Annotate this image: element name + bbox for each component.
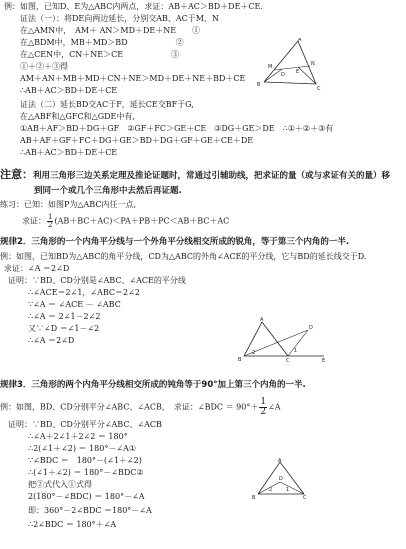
rule3-proof-line: 证明：∵BD、CD分别平分∠ABC、∠ACB [8, 420, 162, 429]
triangle-figure-2 [236, 314, 328, 364]
rule3-example-prefix: 例：如图，BD、CD分别平分∠ABC、∠ACB， 求证：∠BDC ＝ 90°＋ [0, 402, 259, 412]
fig3-label-2: 2 [269, 487, 273, 493]
fig1-label-m: M [268, 64, 273, 70]
fig3-label-b: B [252, 495, 256, 500]
fig2-label-1: 1 [294, 348, 298, 354]
rule2-proof-line: 又∵∠D ＝∠1－∠2 [28, 324, 100, 333]
fig1-label-a: A [298, 38, 302, 43]
rule2-prove: 求证：∠A ＝2∠D [4, 264, 70, 273]
fig1-label-d: D [281, 72, 285, 78]
fig2-label-e: E [322, 358, 326, 364]
fig3-label-1: 1 [286, 487, 290, 493]
fraction-numerator: 1 [260, 397, 267, 407]
rule3-proof-line: ∴(∠1＋∠2) ＝ 180°－∠BDC② [28, 468, 144, 477]
proof-line: 在△CEN中，CN＋NE＞CE ③ [20, 50, 180, 59]
practice-prove-prefix: 求证： [22, 216, 46, 226]
rule3-proof-line: ∴2∠BDC ＝ 180°＋∠A [28, 520, 117, 529]
proof-line: ∴AB＋AC＞BD＋DE＋CE [20, 86, 118, 95]
example1-statement: 例：如图，已知D、E为△ABC内两点，求证：AB＋AC＞BD＋DE＋CE. [4, 2, 263, 11]
rule2-proof-line: ∴∠A ＝ 2∠1－2∠2 [28, 312, 101, 321]
proof-line: 在△BDM中，MB＋MD＞BD ② [20, 38, 184, 47]
rule3-proof-line: 把②式代入①式得 [28, 480, 92, 489]
fraction-denominator: 2 [48, 221, 53, 229]
fraction-denominator: 2 [260, 407, 267, 417]
fig1-label-e: E [296, 69, 300, 75]
proof-line: AB＋AF＋GF＋FC＋DG＋GE＞BD＋DG＋GF＋GE＋CE＋DE [20, 136, 254, 145]
note-label: 注意： [0, 168, 33, 181]
rule3-proof-line: ∴2(∠1＋∠2) ＝ 180°－∠A① [28, 444, 137, 453]
fig1-label-n: N [311, 61, 315, 67]
proof-line: ①AB＋AF＞BD＋DG＋GF ②GF＋FC＞GE＋CE ③DG＋GE＞DE ∴①＋②＋③有 [20, 124, 334, 133]
proof-line: ∴AB＋AC＞BD＋DE＋CE [20, 148, 118, 157]
fig3-label-a: A [278, 458, 282, 464]
proof-line: ①＋②＋③得 [20, 62, 68, 71]
rule3-proof-line: 即：360°－2∠BDC ＝180°－∠A [28, 506, 152, 515]
rule3-example-suffix: ∠A [268, 402, 281, 412]
note-text: 利用三角形三边关系定理及推论证题时，常通过引辅助线，把求证的量（或与求证有关的量）移 [33, 171, 391, 181]
proof2-heading: 证法（二）延长BD交AC于F，延长CE交BF于G, [20, 100, 194, 109]
rule2-title: 规律2．三角形的一个内角平分线与一个外角平分线相交所成的锐角，等于第三个内角的一半. [0, 237, 350, 247]
rule3-proof-line: 2(180°－∠BDC) ＝ 180°－∠A [28, 492, 145, 501]
rule2-proof-line: ∴∠A ＝2∠D [28, 336, 75, 345]
proof-line: 在△AMN中， AM＋ AN＞MD＋DE＋NE ① [20, 26, 201, 35]
rule3-proof-line: ∴∠A＋2∠1＋2∠2 ＝ 180° [28, 432, 128, 441]
fraction-numerator: 1 [48, 213, 53, 221]
rule3-title: 规律3．三角形的两个内角平分线相交所成的钝角等于90°加上第三个内角的一半. [0, 380, 306, 390]
fig2-label-2: 2 [252, 350, 256, 356]
rule3-example [0, 398, 281, 417]
fig2-label-d: D [309, 325, 313, 331]
practice-prove [22, 214, 229, 229]
fig1-label-b: B [257, 82, 261, 88]
rule2-proof-line: 证明：∵BD、CD分别是∠ABC、∠ACE的平分线 [8, 276, 186, 285]
fig3-label-d: D [279, 476, 283, 482]
rule2-example: 例：如图，已知BD为△ABC的角平分线，CD为△ABC的外角∠ACE的平分线，它与BD的延长线交于D. [0, 252, 367, 261]
rule3-proof-line: ∵∠BDC ＝ 180°－(∠1＋∠2) [28, 456, 142, 465]
fig2-label-a: A [260, 317, 264, 323]
rule2-proof-line: ∴∠ACE＝2∠1，∠ABC＝2∠2 [28, 288, 140, 297]
note-line [0, 168, 390, 181]
fig3-label-c: C [303, 495, 307, 500]
note-text-continued: 到同一个或几个三角形中去然后再证题. [34, 186, 182, 196]
rule2-proof-line: ∵∠A ＝ ∠ACE － ∠ABC [28, 300, 121, 309]
fraction-half [47, 214, 53, 229]
fig2-label-c: C [286, 358, 290, 364]
proof-line: 在△ABF和△GFC和△GDE中有, [20, 112, 135, 121]
fig2-label-b: B [238, 357, 242, 363]
triangle-figure-3 [252, 458, 308, 500]
practice-prove-rest: (AB＋BC＋AC)＜PA＋PB＋PC＜AB＋BC＋AC [54, 216, 230, 226]
fraction-half [259, 398, 267, 417]
fig1-label-c: C [317, 86, 321, 92]
proof1-heading: 证法（一）：将DE向两边延长，分别交AB、AC于M、N [20, 14, 219, 23]
proof-line: AM＋AN＋MB＋MD＋CN＋NE＞MD＋DE＋NE＋BD＋CE [20, 74, 246, 83]
practice-heading: 练习：已知：如图P为△ABC内任一点, [0, 200, 137, 209]
triangle-figure-1 [252, 38, 322, 93]
